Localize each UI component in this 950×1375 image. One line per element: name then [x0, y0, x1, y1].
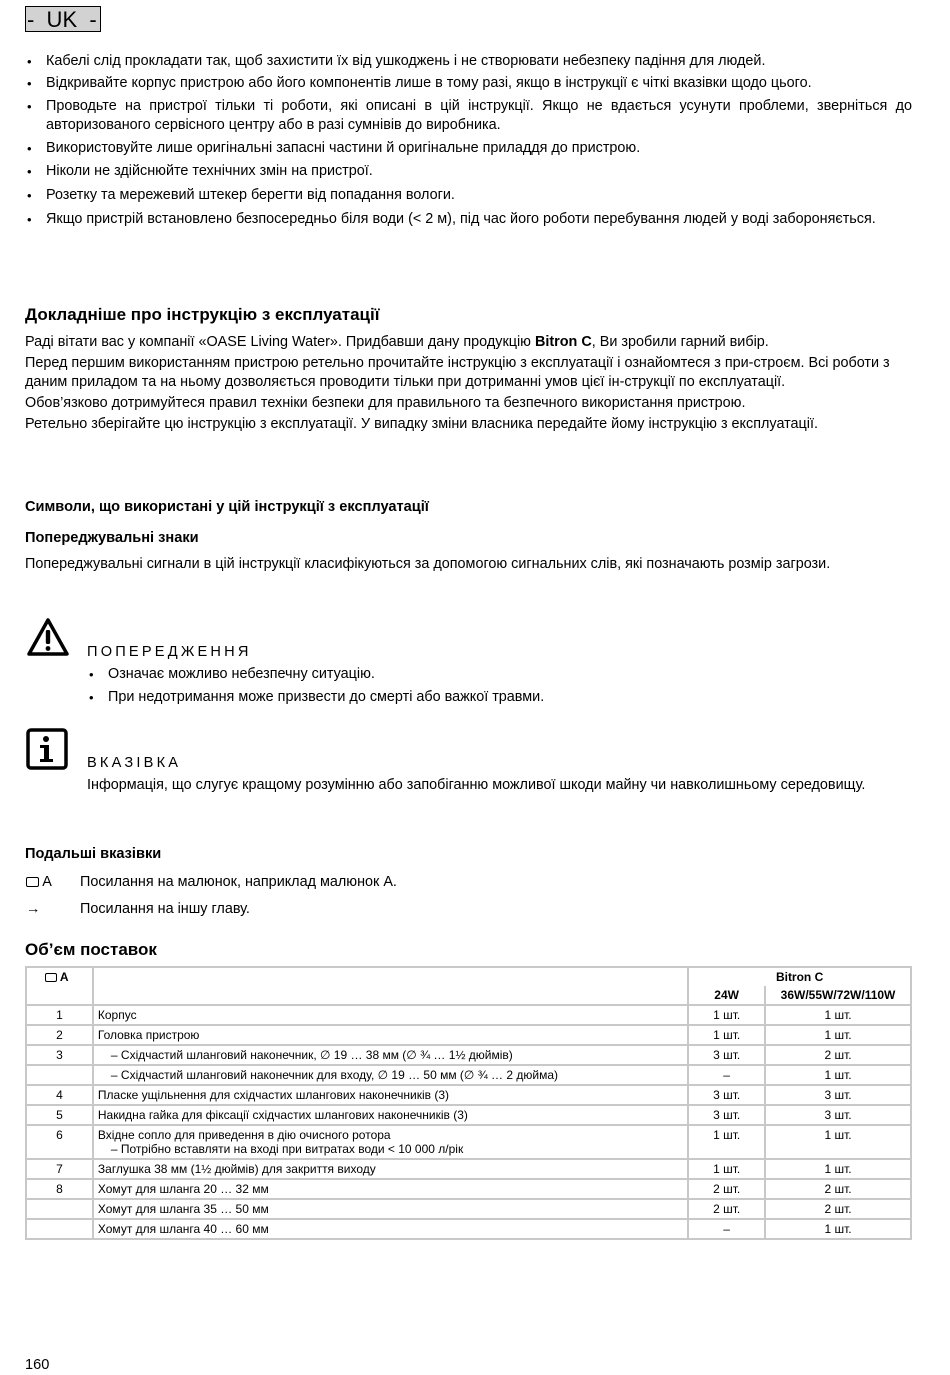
- quantity-24w-cell: –: [688, 1065, 765, 1085]
- row-number-cell: [26, 1219, 93, 1239]
- list-item: • Розетку та мережевий штекер берегти від попадання вологи.: [25, 186, 912, 205]
- row-number-cell: 3: [26, 1045, 93, 1065]
- figure-letter: A: [59, 970, 69, 984]
- quantity-24w-cell: 1 шт.: [688, 1159, 765, 1179]
- description-text: Головка пристрою: [97, 1028, 200, 1042]
- quantity-24w-cell: 3 шт.: [688, 1085, 765, 1105]
- list-item: • Проводьте на пристрої тільки ті роботи, які описані в цій інструкції. Якщо не вдається усунути проблеми, зверніться до авторизованого сервісного центру або в разі сумнівів до виробника.: [25, 97, 912, 135]
- table-row: [26, 1045, 911, 1065]
- quantity-other-cell: 3 шт.: [765, 1085, 911, 1105]
- description-text: – Східчастий шланговий наконечник, ∅ 19 … 38 мм (∅ ¾ … 1½ дюймів): [110, 1048, 513, 1062]
- product-column-header: Bitron C: [688, 967, 911, 986]
- quantity-24w-cell: 1 шт.: [688, 1005, 765, 1025]
- table-row: [26, 1219, 911, 1239]
- quantity-24w-cell: 2 шт.: [688, 1199, 765, 1219]
- safety-bullet-list: [25, 52, 912, 229]
- product-name: Bitron C: [534, 334, 592, 350]
- description-cell: [93, 1025, 688, 1045]
- description-cell: [93, 1179, 688, 1199]
- table-row: [26, 1065, 911, 1085]
- subsection-title-warnings: Попереджувальні знаки: [25, 530, 199, 546]
- description-cell: [93, 1219, 688, 1239]
- description-cell: [93, 1045, 688, 1065]
- list-item: • Якщо пристрій встановлено безпосередньо біля води (< 2 м), під час його роботи перебування людей у воді забороняється.: [25, 210, 912, 229]
- description-text: Корпус: [97, 1008, 137, 1022]
- warning-triangle-icon: [26, 617, 70, 663]
- figure-icon: [45, 973, 57, 982]
- figure-icon: [26, 877, 39, 887]
- description-subtext: – Потрібно вставляти на вході при витратах води < 10 000 л/рік: [110, 1142, 464, 1156]
- section-title-symbols: Символи, що використані у цій інструкції з експлуатації: [25, 499, 429, 515]
- quantity-other-cell: 1 шт.: [765, 1005, 911, 1025]
- row-number-cell: 7: [26, 1159, 93, 1179]
- quantity-24w-cell: 1 шт.: [688, 1125, 765, 1159]
- note-text: Інформація, що слугує кращому розумінню або запобіганню можливої шкоди майну чи навколишньому середовищу.: [87, 777, 866, 793]
- about-paragraph-4: Ретельно зберігайте цю інструкцію з експлуатації. У випадку зміни власника передайте йому інструкцію з експлуатації.: [25, 416, 818, 432]
- row-number-cell: 4: [26, 1085, 93, 1105]
- table-row: [26, 1105, 911, 1125]
- description-text: Вхідне сопло для приведення в дію очисного ротора: [97, 1128, 391, 1142]
- description-column-header: [93, 967, 688, 1005]
- quantity-other-cell: 1 шт.: [765, 1065, 911, 1085]
- list-item: • Означає можливо небезпечну ситуацію.: [87, 665, 912, 684]
- table-row: [26, 1125, 911, 1159]
- description-text: Накидна гайка для фіксації східчастих шлангових наконечників (3): [97, 1108, 468, 1122]
- page-number: 160: [25, 1357, 50, 1373]
- table-row: [26, 1199, 911, 1219]
- quantity-24w-cell: –: [688, 1219, 765, 1239]
- about-text: Раді вітати вас у компанії «OASE Living Water». Придбавши дану продукцію: [25, 334, 535, 350]
- warning-label: ПОПЕРЕДЖЕННЯ: [87, 644, 252, 660]
- table-row: [26, 1179, 911, 1199]
- description-text: – Східчастий шланговий наконечник для входу, ∅ 19 … 50 мм (∅ ¾ … 2 дюйма): [110, 1068, 559, 1082]
- description-cell: [93, 1005, 688, 1025]
- quantity-24w-cell: 1 шт.: [688, 1025, 765, 1045]
- warning-list: [87, 665, 912, 707]
- table-row: [26, 1005, 911, 1025]
- quantity-other-cell: 2 шт.: [765, 1045, 911, 1065]
- quantity-other-cell: 1 шт.: [765, 1159, 911, 1179]
- about-section: [25, 333, 912, 434]
- row-number-cell: 5: [26, 1105, 93, 1125]
- about-paragraph-1: [25, 333, 912, 352]
- figure-column-header: [26, 967, 93, 1005]
- quantity-other-cell: 1 шт.: [765, 1125, 911, 1159]
- row-number-cell: 1: [26, 1005, 93, 1025]
- about-text: , Ви зробили гарний вибір.: [591, 334, 769, 350]
- quantity-24w-cell: 2 шт.: [688, 1179, 765, 1199]
- variant-24w-header: 24W: [688, 986, 765, 1005]
- subsection-title-further: Подальші вказівки: [25, 846, 162, 862]
- warnings-description: Попереджувальні сигнали в цій інструкції класифікуються за допомогою сигнальних слів, які позначають розмір загрози.: [25, 556, 831, 572]
- about-paragraph-3: Обов’язково дотримуйтеся правил техніки безпеки для правильного та безпечного використання пристрою.: [25, 395, 746, 411]
- figure-reference-symbol: [26, 873, 52, 892]
- description-text: Хомут для шланга 40 … 60 мм: [97, 1222, 269, 1236]
- row-number-cell: 6: [26, 1125, 93, 1159]
- table-row: [26, 1085, 911, 1105]
- about-paragraph-2: Перед першим використанням пристрою ретельно прочитайте інструкцію з експлуатації і ознайомтеся з при-строєм. Всі роботи з даним приладом та на ньому дозволяється проводити тільки при дотриманні умов цієї ін-струкції по експлуатації.: [25, 355, 890, 390]
- description-cell: [93, 1105, 688, 1125]
- quantity-other-cell: 2 шт.: [765, 1199, 911, 1219]
- figure-reference-text: Посилання на малюнок, наприклад малюнок А.: [80, 874, 397, 890]
- scope-table: [25, 966, 912, 1240]
- quantity-other-cell: 1 шт.: [765, 1219, 911, 1239]
- table-row: [26, 1159, 911, 1179]
- figure-reference-letter: A: [42, 874, 52, 890]
- quantity-other-cell: 2 шт.: [765, 1179, 911, 1199]
- list-item: • Кабелі слід прокладати так, щоб захистити їх від ушкоджень і не створювати небезпеку падіння для людей.: [25, 52, 912, 71]
- note-label: ВКАЗІВКА: [87, 755, 182, 771]
- info-icon: [26, 728, 68, 776]
- description-cell: [93, 1085, 688, 1105]
- row-number-cell: [26, 1199, 93, 1219]
- quantity-other-cell: 3 шт.: [765, 1105, 911, 1125]
- description-cell: [93, 1159, 688, 1179]
- list-item: • Використовуйте лише оригінальні запасні частини й оригінальне приладдя до пристрою.: [25, 139, 912, 158]
- table-header-row: [26, 967, 911, 986]
- description-cell: [93, 1065, 688, 1085]
- quantity-24w-cell: 3 шт.: [688, 1045, 765, 1065]
- variant-other-header: 36W/55W/72W/110W: [765, 986, 911, 1005]
- row-number-cell: [26, 1065, 93, 1085]
- list-item: • Відкривайте корпус пристрою або його компонентів лише в тому разі, якщо в інструкції є чіткі вказівки щодо цього.: [25, 74, 912, 93]
- scope-table-body: [26, 1005, 911, 1239]
- arrow-icon: →: [26, 901, 41, 917]
- description-text: Хомут для шланга 35 … 50 мм: [97, 1202, 269, 1216]
- description-text: Хомут для шланга 20 … 32 мм: [97, 1182, 269, 1196]
- quantity-other-cell: 1 шт.: [765, 1025, 911, 1045]
- table-row: [26, 1025, 911, 1045]
- section-title-about: Докладніше про інструкцію з експлуатації: [25, 305, 380, 324]
- description-text: Заглушка 38 мм (1½ дюймів) для закриття виходу: [97, 1162, 376, 1176]
- language-badge: - UK -: [25, 6, 101, 32]
- row-number-cell: 2: [26, 1025, 93, 1045]
- description-cell: [93, 1125, 688, 1159]
- list-item: • При недотримання може призвести до смерті або важкої травми.: [87, 688, 912, 707]
- quantity-24w-cell: 3 шт.: [688, 1105, 765, 1125]
- chapter-reference-text: Посилання на іншу главу.: [80, 901, 250, 917]
- row-number-cell: 8: [26, 1179, 93, 1199]
- description-cell: [93, 1199, 688, 1219]
- description-text: Пласке ущільнення для східчастих шлангових наконечників (3): [97, 1088, 449, 1102]
- section-title-scope: Об’єм поставок: [25, 940, 157, 959]
- list-item: • Ніколи не здійснюйте технічних змін на пристрої.: [25, 162, 912, 181]
